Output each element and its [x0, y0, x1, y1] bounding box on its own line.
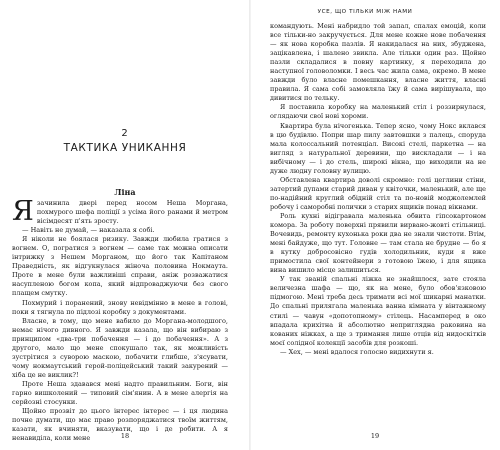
paragraph: У так званій спальні ліжка не знайшлося, зате стояла величезна шафа — що, як на мене, було обов'язковою підмогою. Мені треба десь тримати всі мої шикарні манатки. До спальні прилягала маленька ванна кімната у вінтажному стилі — чавун «допотопному» стілець. Насамперед в око впадала крихітна й абсолютно неприглядна раковина на кованих ніжках, а ще з тримання лише отців від нидоскітків моєї солідної колекції засобів для розкоші.: [270, 275, 486, 347]
paragraph: Квартира була нічогенька. Тепер ясно, чому Нокс вклався в цю будівлю. Попри шар пилу завтовшки з палець, спорудa мала колоссальний потенціал. Високі стелі, паркетна — на вигляд з натуральної деревини, що вискладали — і на вибічному — і до стель, широкі вікна, що виходили на не дуже людну головну вулицю.: [270, 121, 486, 175]
page-number-right: 19: [370, 432, 380, 440]
chapter-number: 2: [121, 128, 129, 139]
left-page-body: [12, 196, 228, 443]
paragraph: — Навіть не думай, — наказала я собі.: [22, 226, 155, 235]
paragraph: Я ніколи не боялася ризику. Завжди любила гратися з вогнем. О, погратися з вогнем — саме так можна описати інтрижку з Нешем Морганом, що його так Капітаном Праведність, як відгукнулася жіноча половина Нокмаута. Проте в мене були важливіші справи, аніж розважатися насупленою богом копа, який відпроваджуючи без свого плащем смутку.: [12, 235, 228, 298]
chapter-title: ТАКТИКА УНИКАННЯ: [63, 142, 187, 154]
paragraph: Я поставила коробку на маленький стіл і роззирнулася, оглядаючи свої нові хороми.: [270, 103, 486, 121]
right-page: [250, 0, 500, 450]
paragraph: Похмурий і поранений, знову невідмінно в мене в голові, поки я тягнула по підлозі коробку з документами.: [12, 298, 228, 316]
paragraph: Обставлена квартира доволі скромно: голі цеглини стіни, затертий дупами старий диван у квіточки, маленький, але ще по-надійний круглий обідній стіл та по-новій моджолемлей робочу і саморобні полички з старих ящиків понад вікнами.: [270, 175, 486, 211]
page-number-left: 18: [120, 432, 130, 440]
drop-cap: Я: [12, 196, 34, 227]
paragraph: командують. Мені набридло той запал, спалах емоцій, коли все тільки-но закручується. Для мене кожне нове побачення — як нова коробка пазлів. Я накидалася на них, збуджена, зацікавлена, і шалено звикла. Але тільки один раз. Щойно пазли складалися в повну картинку, я переходила до наступної головоломки. І весь час жила сама, окремо. В мене завжди було власне помешкання, власне життя, власні правила. Я сама собі замовляла їжу й сама вирішувала, що дивитися по тельку.: [270, 22, 486, 103]
running-head: УСЕ, ЩО ТІЛЬКИ МІЖ НАМИ: [317, 9, 413, 15]
paragraph: Щойно прозвіт до цього інтерес інтерес — і ця людина почне думати, що має право розпоряджатися твоїм життям, казати, як вчиняти, вказувати, що і де робити. А я ненавиділа, коли мене: [12, 407, 228, 443]
paragraph-text: зачинила двері перед носом Неша Моргана, похмурого шефа поліції з усіма його ранами й метром вісімдесят п'ять зросту.: [36, 199, 228, 226]
paragraph: — Хех, — мені вдалося голосно видихнути я.: [280, 347, 434, 356]
paragraph: Проте Неша здавався мені надто правильним. Боги, він гарно вишколений — типовий сім'янин. А в мене алергія на серйозні стосунки.: [12, 379, 228, 407]
paragraph: Роль кухні відігравала маленька обвита гіпсокартоном комора. За роботу поверхні прявили вирвано-жовті стільниці. Вочевидь, ремонту кухонька роки два не знали чистоти. Втім, мені байдуже, що тут. Головне — там стала не брудне — бо я в кутку добросовісно гудів холодильник, куди я вже примостила свої контейнери з готовою їжею, і для ящика вина вишило місце залишиться.: [270, 211, 486, 275]
paragraph: Власне, в тому, що мене вабило до Моргана-молодшого, немає нічого дивного. Я завжди казала, що він вибираю з принципом «два-три побачення — і до побачення». А з другого, мало що мене спокушало так, як можливість зустрітися з суворою маскою, побачити глибше, з'ясувати, чому нокмаутський герой-поліцейський такий закурений — хіба це не виклик?!: [12, 316, 228, 379]
paragraph: [12, 196, 228, 227]
right-page-body: [270, 22, 486, 357]
pov-character-name: Ліна: [114, 187, 136, 197]
